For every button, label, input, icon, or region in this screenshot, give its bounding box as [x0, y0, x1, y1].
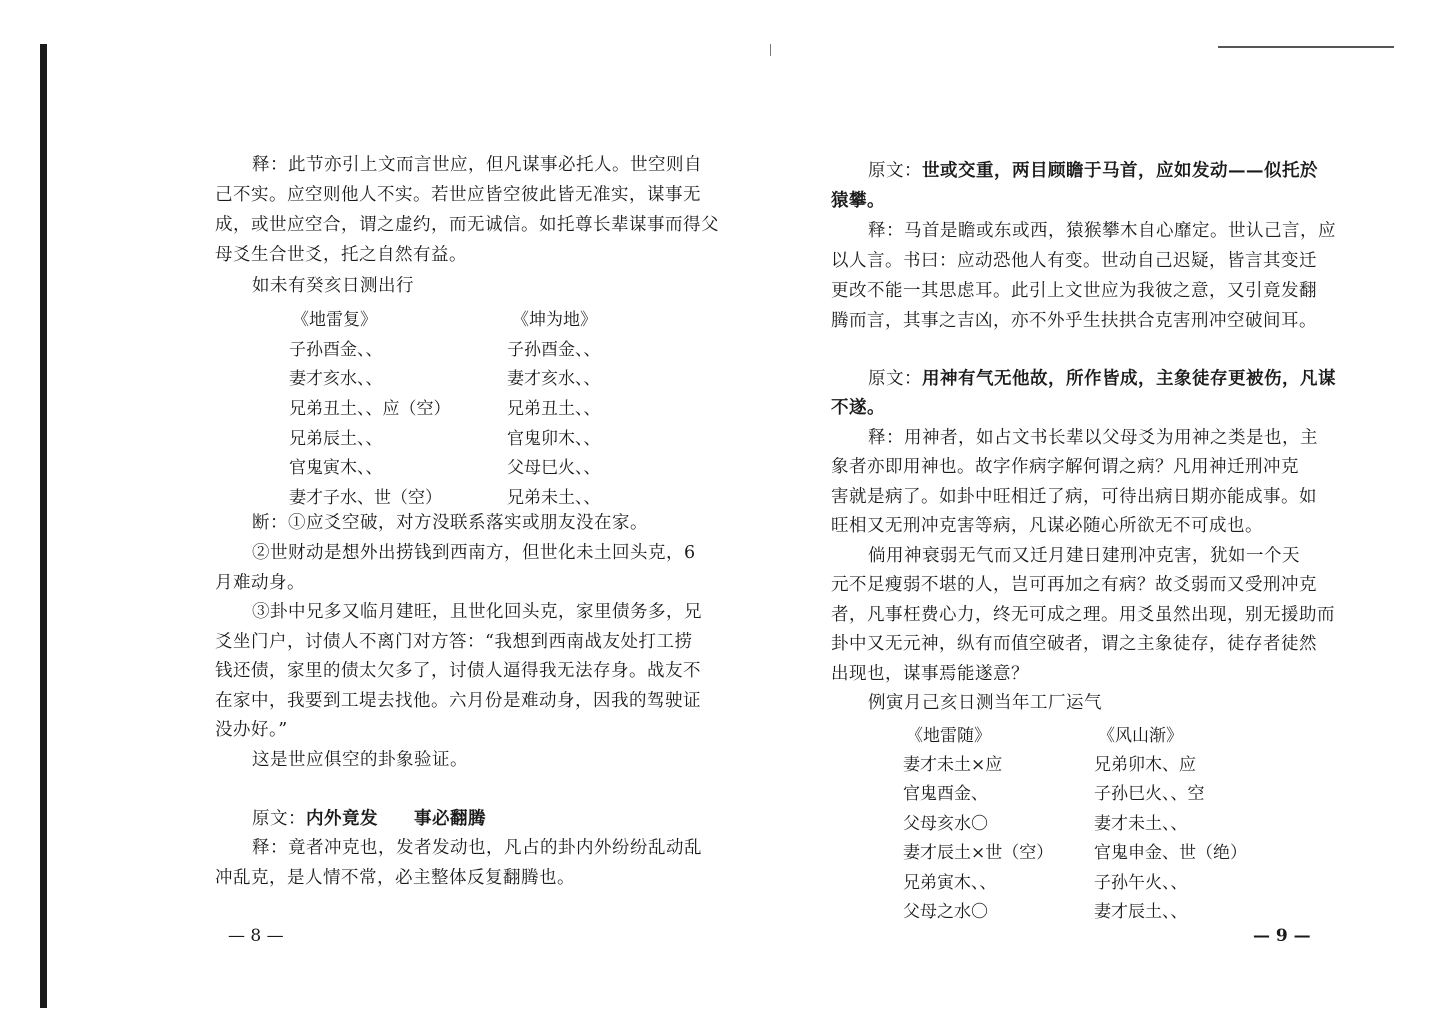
- expl2-line: 出现也，谋事焉能遂意？: [831, 664, 1029, 684]
- para1-line: 释：此节亦引上文而言世应，但凡谋事必托人。世空则自: [252, 155, 702, 175]
- page-number: — 8 —: [228, 926, 284, 946]
- binding-edge-bar: [40, 44, 47, 1008]
- example-intro: 例寅月己亥日测当年工厂运气: [868, 693, 1102, 713]
- judgment-line: 爻坐门户，讨债人不离门对方答：“我想到西南战友处打工捞: [215, 632, 693, 652]
- hexagram-b-line: 子孙酉金、、: [507, 340, 601, 360]
- para1-line: 母爻生合世爻，托之自然有益。: [215, 245, 467, 265]
- para1-line: 成，或世应空合，谓之虚约，而无诚信。如托尊长辈谋事而得父: [215, 215, 719, 235]
- hexagram-b-line: 妻才未土、、: [1094, 814, 1188, 834]
- expl2-line: 害就是病了。如卦中旺相迁了病，可待出病日期亦能成事。如: [831, 487, 1317, 507]
- hexagram-b-line: 官鬼卯木、、: [507, 429, 601, 449]
- expl2-line: 释：用神者，如占文书长辈以父母爻为用神之类是也，主: [868, 428, 1318, 448]
- hexagram-a-line: 父母之水〇: [903, 902, 988, 922]
- expl2-line: 象者亦即用神也。故字作病字解何谓之病？凡用神迁刑冲克: [831, 457, 1299, 477]
- orig1-text: 世或交重，两目顾瞻于马首，应如发动——似托於: [922, 161, 1318, 181]
- orig2-text: 用神有气无他故，所作皆成，主象徒存更被伤，凡谋: [922, 369, 1336, 389]
- hexagram-b-line: 兄弟丑土、、: [507, 399, 601, 419]
- original-text-line: [252, 808, 486, 830]
- explanation-line: 冲乱克，是人情不常，必主整体反复翻腾也。: [215, 868, 575, 888]
- expl1-line: 腾而言，其事之吉凶，亦不外乎生扶拱合克害刑冲空破间耳。: [831, 311, 1317, 331]
- hexagram-b-line: 妻才亥水、、: [507, 369, 601, 389]
- example-intro: 如未有癸亥日测出行: [252, 276, 414, 296]
- judgment-line: 断：①应爻空破，对方没联系落实或朋友没在家。: [252, 513, 648, 533]
- expl2-line: 卦中又无元神，纵有而值空破者，谓之主象徒存，徒存者徒然: [831, 634, 1317, 654]
- judgment-line: ②世财动是想外出捞钱到西南方，但世化未土回头克，6: [252, 543, 696, 563]
- original-label: 原文：: [252, 809, 306, 829]
- hexagram-a-line: 妻才未土×应: [903, 755, 1003, 775]
- hexagram-b-line: 兄弟卯木、应: [1094, 755, 1196, 775]
- judgment-line: 月难动身。: [215, 573, 305, 593]
- hexagram-a-name: 《地雷随》: [906, 726, 991, 746]
- expl1-line: 释：马首是瞻或东或西，猿猴攀木自心靡定。世认己言，应: [868, 221, 1336, 241]
- orig2-label: 原文：: [868, 369, 922, 389]
- judgment-line: 这是世应俱空的卦象验证。: [252, 750, 468, 770]
- judgment-line: 没办好。”: [215, 720, 288, 740]
- orig1-line: 猿攀。: [831, 191, 885, 211]
- judgment-line: 钱还债，家里的债太欠多了，讨债人逼得我无法存身。战友不: [215, 661, 701, 681]
- expl2-line: 元不足瘦弱不堪的人，岂可再加之有病？故爻弱而又受刑冲克: [831, 575, 1317, 595]
- orig2-line: [868, 368, 1336, 390]
- orig1-line: [868, 160, 1318, 182]
- judgment-line: ③卦中兄多又临月建旺，且世化回头克，家里债务多，兄: [252, 602, 702, 622]
- gutter-tick-mark: [770, 44, 771, 56]
- hexagram-b-name: 《坤为地》: [512, 310, 597, 330]
- hexagram-b-line: 子孙午火、、: [1094, 873, 1188, 893]
- hexagram-a-line: 兄弟寅木、、: [903, 873, 997, 893]
- expl2-line: 旺相又无刑冲克害等病，凡谋必随心所欲无不可成也。: [831, 516, 1263, 536]
- hexagram-a-line: 父母亥水〇: [903, 814, 988, 834]
- hexagram-a-line: 妻才亥水、、: [289, 369, 383, 389]
- hexagram-a-line: 官鬼寅木、、: [289, 458, 383, 478]
- page-number: — 9 —: [1253, 926, 1311, 946]
- hexagram-a-line: 妻才子水、世（空）: [289, 488, 442, 508]
- hexagram-a-line: 兄弟丑土、、应（空）: [289, 399, 451, 419]
- expl1-line: 以人言。书曰：应动恐他人有变。世动自己迟疑，皆言其变迁: [831, 251, 1317, 271]
- hexagram-a-line: 官鬼酉金、: [903, 784, 988, 804]
- orig2-line: 不遂。: [831, 398, 885, 418]
- original-text: 内外竟发 事必翻腾: [306, 809, 486, 829]
- top-rule-line: [1218, 46, 1394, 48]
- hexagram-b-line: 兄弟未土、、: [507, 488, 601, 508]
- expl1-line: 更改不能一其思虑耳。此引上文世应为我彼之意，又引竟发翻: [831, 281, 1317, 301]
- explanation-line: 释：竟者冲克也，发者发动也，凡占的卦内外纷纷乱动乱: [252, 838, 702, 858]
- hexagram-b-name: 《风山渐》: [1098, 726, 1183, 746]
- hexagram-b-line: 妻才辰土、、: [1094, 902, 1188, 922]
- hexagram-b-line: 父母巳火、、: [507, 458, 601, 478]
- para1-line: 己不实。应空则他人不实。若世应皆空彼此皆无准实，谋事无: [215, 185, 701, 205]
- hexagram-a-line: 子孙酉金、、: [289, 340, 383, 360]
- expl2-line: 者，凡事枉费心力，终无可成之理。用爻虽然出现，别无援助而: [831, 605, 1335, 625]
- hexagram-b-line: 子孙巳火、、空: [1094, 784, 1205, 804]
- orig1-label: 原文：: [868, 161, 922, 181]
- hexagram-a-line: 兄弟辰土、、: [289, 429, 383, 449]
- hexagram-a-line: 妻才辰土×世（空）: [903, 843, 1054, 863]
- hexagram-b-line: 官鬼申金、世（绝）: [1094, 843, 1247, 863]
- judgment-line: 在家中，我要到工堤去找他。六月份是难动身，因我的驾驶证: [215, 691, 701, 711]
- expl2-line: 倘用神衰弱无气而又迁月建日建刑冲克害，犹如一个天: [868, 546, 1300, 566]
- hexagram-a-name: 《地雷复》: [292, 310, 377, 330]
